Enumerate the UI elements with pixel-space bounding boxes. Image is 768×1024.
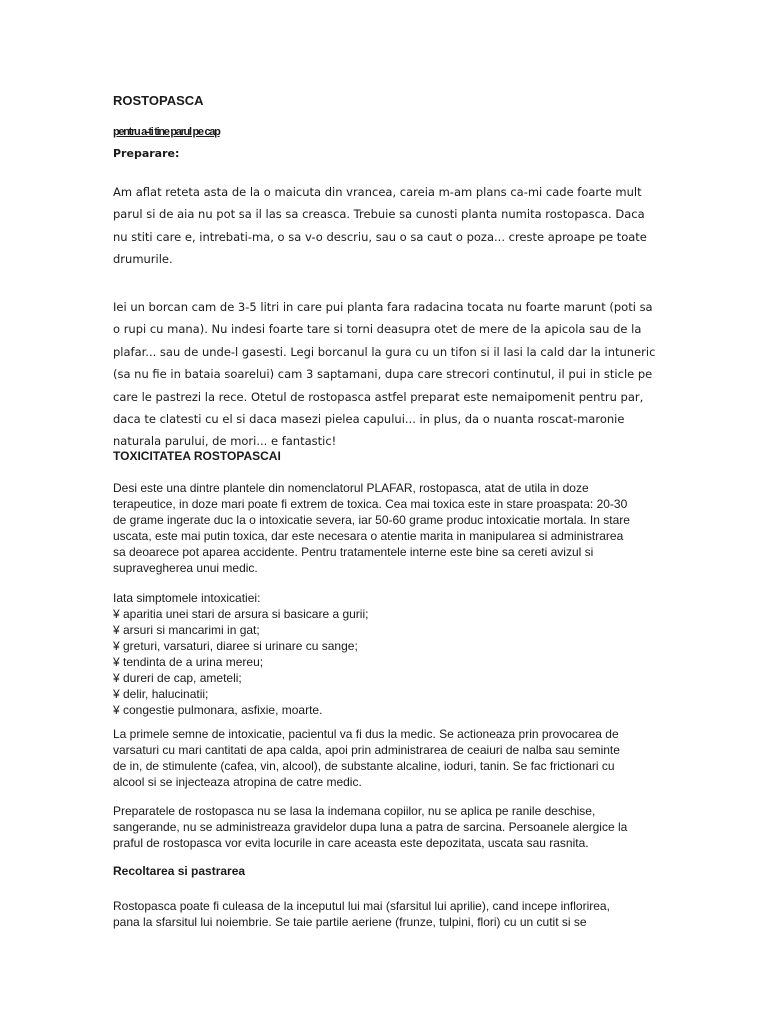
symptoms-section <box>113 590 658 718</box>
paragraph-line: nu stiti care e, intrebati-ma, o sa v-o descriu, sau o sa caut o poza... creste aproape pe toate <box>113 229 647 244</box>
paragraph-line: Am aflat reteta asta de la o maicuta din vrancea, careia m-am plans ca-mi cade foarte mult <box>113 185 642 199</box>
paragraph-line: Iei un borcan cam de 3-5 litri in care pui planta fara radacina tocata nu foarte marunt (poti sa <box>113 300 653 314</box>
paragraph-toxicity <box>113 480 658 576</box>
paragraph-line: o rupi cu mana). Nu indesi foarte tare si torni deasupra otet de mere de la apicola sau de la <box>113 322 642 337</box>
paragraph-recipe <box>113 296 658 453</box>
symptoms-list <box>113 606 658 718</box>
paragraph-harvest <box>113 898 658 930</box>
harvest-heading: Recoltarea si pastrarea <box>113 864 246 878</box>
symptoms-intro: Iata simptomele intoxicatiei: <box>113 591 261 605</box>
list-item: ¥ dureri de cap, ameteli; <box>113 671 242 685</box>
document-title: ROSTOPASCA <box>113 93 204 108</box>
paragraph-line: varsaturi cu mari cantitati de apa calda, apoi prin administrarea de ceaiuri de nalba sau seminte <box>113 743 620 757</box>
paragraph-line: Preparatele de rostopasca nu se lasa la indemana copiilor, nu se aplica pe ranile deschise, <box>113 804 596 818</box>
paragraph-line: drumurile. <box>113 252 173 267</box>
paragraph-line: supravegherea unui medic. <box>113 561 258 575</box>
paragraph-line: praful de rostopasca vor evita locurile in care aceasta este depozitata, uscata sau rasnita. <box>113 836 589 850</box>
paragraph-line: Rostopasca poate fi culeasa de la inceputul lui mai (sfarsitul lui aprilie), cand incepe inflorirea, <box>113 899 610 913</box>
list-item: ¥ arsuri si mancarimi in gat; <box>113 623 260 637</box>
toxicity-heading: TOXICITATEA ROSTOPASCAI <box>113 449 281 463</box>
paragraph-line: plafar... sau de unde-l gasesti. Legi borcanul la gura cu un tifon si il lasi la cald dar la intuneric <box>113 344 656 359</box>
list-item: ¥ aparitia unei stari de arsura si basicare a gurii; <box>113 607 369 621</box>
paragraph-line: uscata, este mai putin toxica, dar este necesara o atentie marita in manipularea si administrarea <box>113 529 624 543</box>
paragraph-line: sa deoarece pot aparea accidente. Pentru tratamentele interne este bine sa cereti avizul si <box>113 545 594 559</box>
list-item: ¥ greturi, varsaturi, diaree si urinare cu sange; <box>113 639 358 653</box>
paragraph-line: (sa nu fie in bataia soarelui) cam 3 saptamani, dupa care strecori continutul, il pui in sticle pe <box>113 367 653 382</box>
paragraph-line: sangerande, nu se administreaza gravidelor dupa luna a patra de sarcina. Persoanele alergice la <box>113 820 628 834</box>
paragraph-line: de grame ingerate duc la o intoxicatie severa, iar 50-60 grame produc intoxicatie mortala. In stare <box>113 513 630 527</box>
list-item: ¥ delir, halucinatii; <box>113 687 209 701</box>
list-item: ¥ tendinta de a urina mereu; <box>113 655 264 669</box>
paragraph-line: care le pastrezi la rece. Otetul de rostopasca astfel preparat este nemaipomenit pentru par, <box>113 389 644 404</box>
paragraph-line: daca te clatesti cu el si daca masezi pielea capului... in plus, da o nuanta roscat-maronie <box>113 412 625 427</box>
paragraph-line: naturala parului, de mori... e fantastic! <box>113 434 337 449</box>
paragraph-line: terapeutice, in doze mari poate fi extrem de toxica. Cea mai toxica este in stare proaspata: 20-30 <box>113 497 628 511</box>
paragraph-treatment <box>113 726 658 790</box>
paragraph-line: La primele semne de intoxicatie, pacientul va fi dus la medic. Se actioneaza prin provocarea de <box>113 727 619 741</box>
paragraph-precautions <box>113 803 658 851</box>
document-subtitle: pentru a-ti tine parul pe cap <box>113 126 220 138</box>
paragraph-intro <box>113 181 658 271</box>
paragraph-line: pana la sfarsitul lui noiembrie. Se taie partile aeriene (frunze, tulpini, flori) cu un cutit si se <box>113 915 587 929</box>
list-item: ¥ congestie pulmonara, asfixie, moarte. <box>113 703 323 717</box>
preparation-label: Preparare: <box>113 147 180 160</box>
paragraph-line: alcool si se injecteaza atropina de catre medic. <box>113 775 362 789</box>
paragraph-line: de in, de stimulente (cafea, vin, alcool), de substante alcaline, ioduri, tanin. Se fac frictionari cu <box>113 759 615 773</box>
paragraph-line: Desi este una dintre plantele din nomenclatorul PLAFAR, rostopasca, atat de utila in doze <box>113 481 589 495</box>
paragraph-line: parul si de aia nu pot sa il las sa creasca. Trebuie sa cunosti planta numita rostopasca. Daca <box>113 207 645 222</box>
